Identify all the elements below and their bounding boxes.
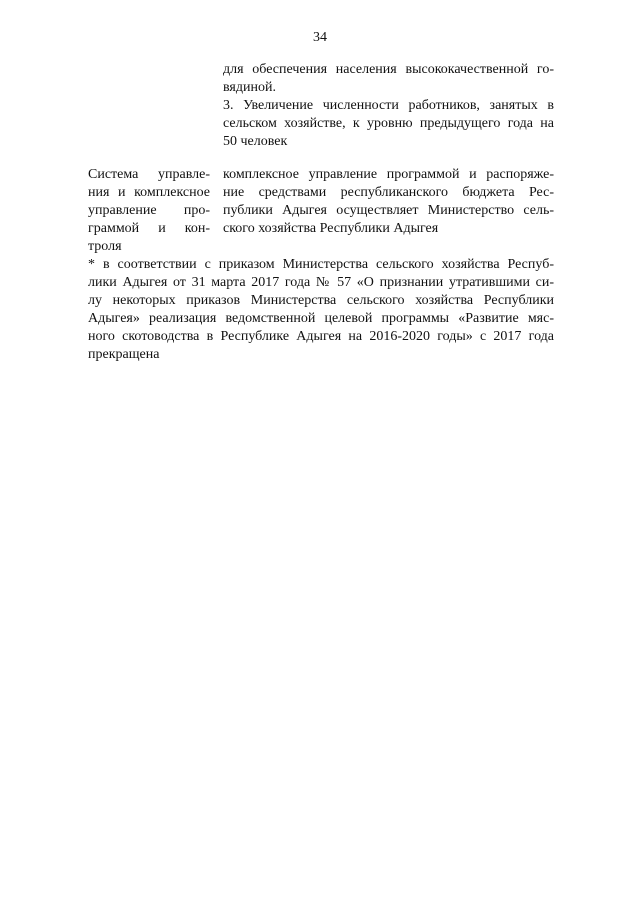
- label-line-4: граммой и кон-: [88, 221, 210, 236]
- top-line-2: вядиной.: [223, 80, 276, 95]
- page-number: 34: [313, 30, 327, 45]
- value-line-1: комплексное управление программой и распоряже-: [223, 167, 554, 182]
- footnote-line-5: ного скотоводства в Республике Адыгея на 2016-2020 годы» с 2017 года: [88, 329, 554, 344]
- top-line-1: для обеспечения населения высококачественной го-: [223, 62, 554, 77]
- footnote-line-6: прекращена: [88, 347, 160, 362]
- footnote-line-4: Адыгея» реализация ведомственной целевой программы «Развитие мяс-: [88, 311, 554, 326]
- footnote-line-3: лу некоторых приказов Министерства сельского хозяйства Республики: [88, 293, 554, 308]
- label-line-1: Система управле-: [88, 167, 210, 182]
- top-line-3: 3. Увеличение численности работников, занятых в: [223, 98, 554, 113]
- label-line-2: ния и комплексное: [88, 185, 210, 200]
- label-line-5: троля: [88, 239, 122, 254]
- footnote-line-1: * в соответствии с приказом Министерства сельского хозяйства Респуб-: [88, 257, 554, 272]
- label-line-3: управление про-: [88, 203, 210, 218]
- footnote-line-2: лики Адыгея от 31 марта 2017 года № 57 «О признании утратившими си-: [88, 275, 554, 290]
- value-line-4: ского хозяйства Республики Адыгея: [223, 221, 439, 236]
- top-line-5: 50 человек: [223, 134, 288, 149]
- top-line-4: сельском хозяйстве, к уровню предыдущего года на: [223, 116, 554, 131]
- value-line-2: ние средствами республиканского бюджета Рес-: [223, 185, 554, 200]
- value-line-3: публики Адыгея осуществляет Министерство сель-: [223, 203, 554, 218]
